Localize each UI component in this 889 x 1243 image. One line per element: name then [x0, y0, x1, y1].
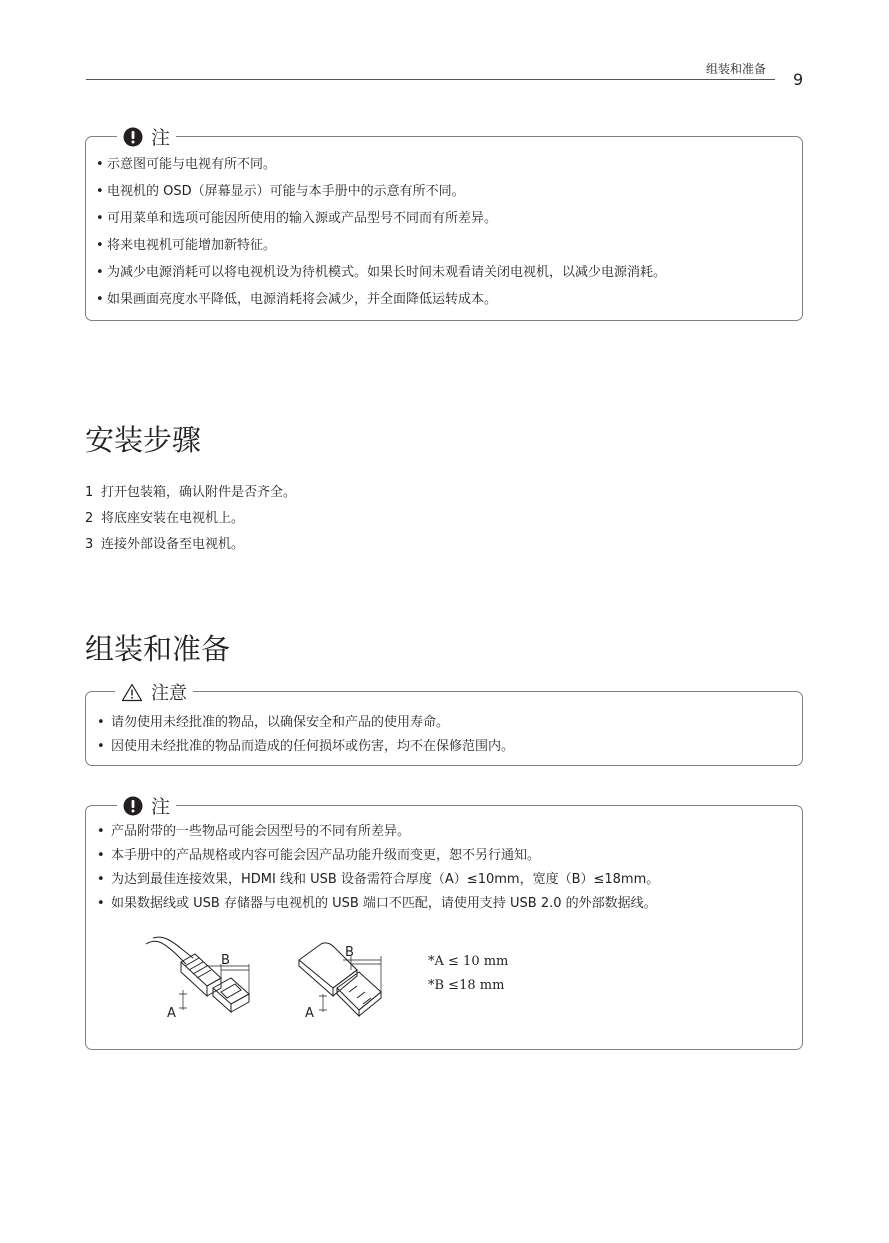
list-item: • 可用菜单和选项可能因所使用的输入源或产品型号不同而有所差异。: [96, 211, 498, 226]
section-title-assembly: 组装和准备: [85, 632, 231, 666]
list-item: • 因使用未经批准的物品而造成的任何损坏或伤害，均不在保修范围内。: [97, 739, 515, 754]
caution-label-text: 注意: [151, 683, 187, 704]
page-number: 9: [793, 70, 804, 89]
header-rule: [86, 79, 775, 80]
step-item: 2 将底座安装在电视机上。: [85, 511, 245, 526]
section-title-install: 安装步骤: [85, 423, 202, 457]
list-item: • 产品附带的一些物品可能会因型号的不同有所差异。: [97, 824, 411, 839]
hdmi-connector-diagram: [141, 936, 271, 1026]
list-item: • 示意图可能与电视有所不同。: [96, 157, 277, 172]
exclamation-icon: [123, 127, 143, 147]
note-label-text: 注: [151, 796, 171, 818]
caution-box: [85, 683, 803, 766]
exclamation-icon: [123, 796, 143, 816]
hdmi-connector-illustration: [141, 936, 271, 1026]
caution-box-label: [115, 679, 193, 705]
note-box-general: [85, 127, 803, 321]
list-item: • 电视机的 OSD（屏幕显示）可能与本手册中的示意有所不同。: [96, 184, 465, 199]
warning-triangle-icon: [121, 683, 143, 702]
list-item: • 为达到最佳连接效果，HDMI 线和 USB 设备需符合厚度（A）≤10mm，宽度（B）≤18mm。: [97, 872, 660, 887]
spec-thickness: *A ≤ 10 mm: [428, 954, 509, 969]
note-list: [96, 151, 792, 313]
dimension-label-b: B: [221, 953, 230, 968]
list-item: • 如果数据线或 USB 存储器与电视机的 USB 端口不匹配，请使用支持 USB 2.0 的外部数据线。: [97, 896, 657, 911]
dimension-label-a: A: [167, 1006, 176, 1021]
step-item: 1 打开包装箱，确认附件是否齐全。: [85, 485, 297, 500]
spec-width: *B ≤18 mm: [428, 978, 505, 993]
step-item: 3 连接外部设备至电视机。: [85, 537, 245, 552]
note-box-accessories: [85, 796, 803, 1050]
list-item: • 请勿使用未经批准的物品，以确保安全和产品的使用寿命。: [97, 715, 450, 730]
note-box-label: [117, 123, 176, 150]
dimension-label-a: A: [305, 1006, 314, 1021]
list-item: • 本手册中的产品规格或内容可能会因产品功能升级而变更，恕不另行通知。: [97, 848, 541, 863]
install-steps-list: [85, 480, 296, 558]
running-header-title: 组装和准备: [706, 62, 767, 76]
note-list: [97, 820, 792, 916]
list-item: • 如果画面亮度水平降低，电源消耗将会减少，并全面降低运转成本。: [96, 292, 498, 307]
caution-list: [97, 711, 792, 759]
list-item: • 将来电视机可能增加新特征。: [96, 238, 277, 253]
usb-connector-diagram: [291, 936, 401, 1026]
dimension-label-b: B: [345, 945, 354, 960]
note-label-text: 注: [151, 127, 171, 149]
note-box-label: [117, 792, 176, 819]
list-item: • 为减少电源消耗可以将电视机设为待机模式。如果长时间未观看请关闭电视机，以减少电源消耗。: [96, 265, 667, 280]
